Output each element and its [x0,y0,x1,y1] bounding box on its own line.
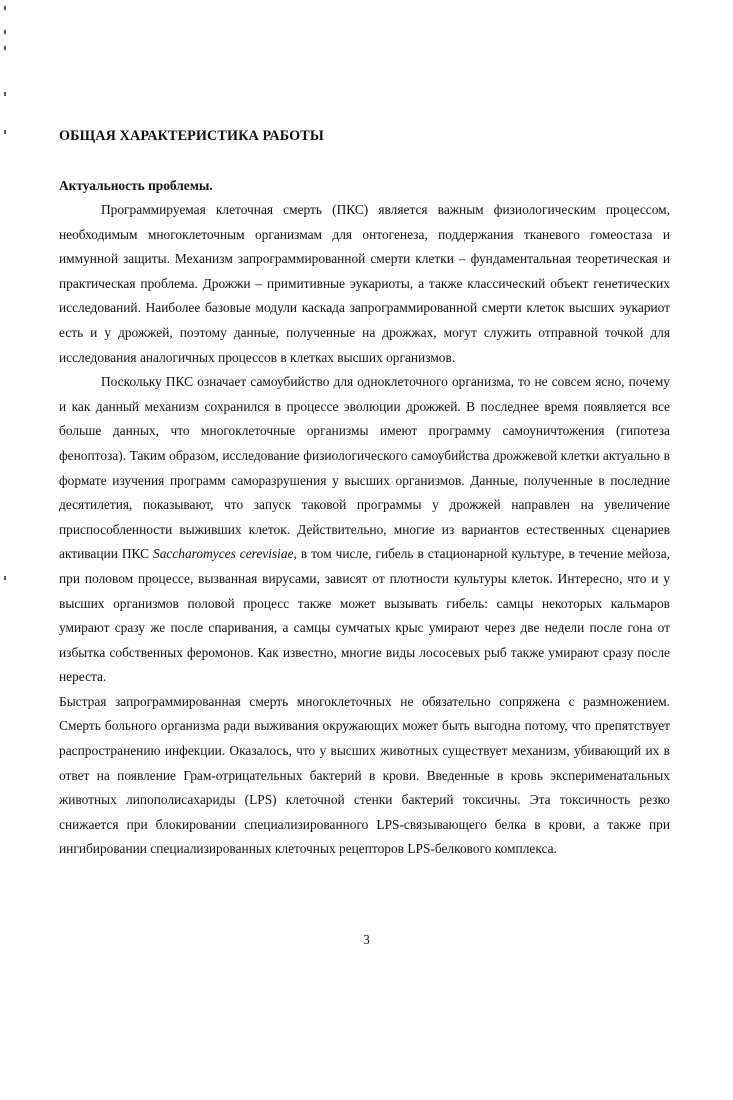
document-body [59,128,670,862]
paragraph-2-text-end: , в том числе, гибель в стационарной культуре, в течение мейоза, при половом процессе, вызванная вирусами, зависят от плотности культуры клеток. Интересно, что и у высших организмов половой процесс также может вызывать гибель: самцы некоторых кальмаров умирают сразу же после спаривания, а самцы сумчатых крыс умирают через две недели после гона от избытка собственных феромонов. Как известно, многие виды лососевых рыб также умирают сразу после нереста. [59,546,670,685]
paragraph-3-text: Быстрая запрограммированная смерть многоклеточных не обязательно сопряжена с размножением. Смерть больного организма ради выживания окружающих может быть выгодна потому, что препятствует распространению инфекции. Оказалось, что у высших животных существует механизм, убивающий их в ответ на появление Грам-отрицательных бактерий в крови. Введенные в кровь эксперименатальных животных липополисахариды (LPS) клеточной стенки бактерий токсичны. Эта токсичность резко снижается при блокировании специализированного LPS-связывающего белка в крови, а также при ингибировании специализированных клеточных рецепторов LPS-белкового комплекса. [59,693,670,857]
paragraph-2-text-start: Поскольку ПКС означает самоубийство для одноклеточного организма, то не совсем ясно, почему и как данный механизм сохранился в процессе эволюции дрожжей. В последнее время появляется все больше данных, что многоклеточные организмы имеют программу самоуничтожения (гипотеза феноптоза). Таким образом, исследование физиологического самоубийства дрожжевой клетки актуально в формате изучения программ саморазрушения у высших организмов. Данные, полученные в последние десятилетия, показывают, что запуск таковой программы у дрожжей направлен на увеличение приспособленности выживших клеток. Действительно, многие из вариантов естественных сценариев активации ПКС [59,374,670,562]
scan-mark [4,130,6,134]
species-name: Saccharomyces cerevisiae [153,546,294,562]
document-heading: ОБЩАЯ ХАРАКТЕРИСТИКА РАБОТЫ [59,128,324,144]
scan-mark [4,576,6,580]
paragraph-3 [59,690,670,862]
paragraph-2 [59,370,670,690]
scan-mark [4,30,6,34]
paragraph-1 [59,198,670,370]
scan-mark [4,92,6,96]
page-number: 3 [363,932,370,947]
scan-mark [4,6,6,10]
scan-mark [4,46,6,50]
scan-margin-marks [4,0,14,600]
section-subheading: Актуальность проблемы. [59,178,213,193]
paragraph-1-text: Программируемая клеточная смерть (ПКС) является важным физиологическим процессом, необходимым многоклеточным организмам для онтогенеза, поддержания тканевого гомеостаза и иммунной защиты. Механизм запрограммированной смерти клетки – фундаментальная теоретическая и практическая проблема. Дрожжи – примитивные эукариоты, а также классический объект генетических исследований. Наиболее базовые модули каскада запрограммированной смерти клеток высших эукариот есть и у дрожжей, поэтому данные, полученные на дрожжах, могут служить отправной точкой для исследования аналогичных процессов в клетках высших организмов. [59,202,670,365]
